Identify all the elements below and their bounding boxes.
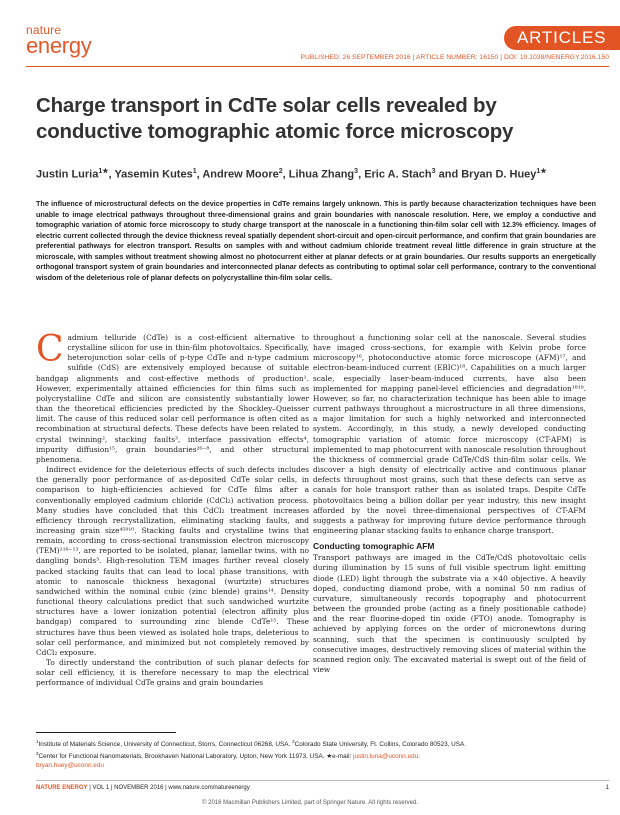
body-paragraph: To directly understand the contribution of such planar defects for solar cell efficiency, it is therefore necessary to map the electrical performance of individual CdTe grains and grain boundaries [36,658,309,688]
logo-line-energy: energy [26,33,92,58]
footnote-divider [36,732,176,733]
author-name[interactable]: Eric A. Stach [364,168,432,181]
author-affiliation: 1★ [98,168,109,175]
paragraph-text: admium telluride (CdTe) is a cost-efficient alternative to crystalline silicon for use in thin-film photovoltaics. Specifically, heterojunction solar cells of p-type CdTe and n-type cadmium sulfide (CdS) are extensively employed because of suitable bandgap alignments and cost-effective methods of production¹. However, experimentally attained efficiencies for thin films such as polycrystalline CdTe and silicon are consistently substantially lower than the theoretical efficiencies predicted by the Shockley–Queisser limit. The cause of this reduced solar cell performance is often cited as recombination at structural defects. These defects have been related to crystal twinning², stacking faults³, interface passivation effects⁴, impurity diffusion¹⁵, grain boundaries²⁶⁻⁸, and other structural phenomena. [36,333,309,464]
section-label: ARTICLES [504,26,620,50]
affiliations: $^1$Institute of Materials Science, University of Connecticut, Storrs, Connecticut 06268, USA. $^2$Colorado State University, Ft. Collins, Colorado 80523, USA. $^3$Center for Functional Nanomaterials, Brookhaven National Laboratory, Upton, New York 11973, USA. ★e-mail: justin.luria@uconn.edu; bryan.huey@uconn.edu [36,739,467,770]
affiliation-3: Center for Functional Nanomaterials, Brookhaven National Laboratory, Upton, New York 11973, USA. [38,753,325,761]
author-name[interactable]: Lihua Zhang [288,168,355,181]
page-header [0,0,620,72]
volume-info[interactable]: | VOL 1 | NOVEMBER 2016 | www.nature.com/natureenergy [89,785,250,791]
author-name[interactable]: Andrew Moore [202,168,279,181]
author-affiliation: 3 [431,168,436,175]
logo-line-nature: nature [26,23,62,37]
author-affiliation: 3 [354,168,359,175]
body-column-left [36,329,309,688]
body-paragraph: throughout a functioning solar cell at the nanoscale. Several studies have imaged cross-sections, for example with Kelvin probe force microscopy¹⁶, photoconductive atomic force microscope (AFM)¹⁷, and electron-beam-induced current (EBIC)¹⁸. Capabilities on a much larger scale, especially laser-beam-induced currents, have also been implemented for mapping panel-level efficiencies and degradation¹⁸¹⁹. However, so far, no characterization technique has been able to image current pathways throughout a microstructure in all three dimensions, a major limitation for such a highly networked and interconnected system. Accordingly, in this study, a newly developed conducting tomographic variation of atomic force microscopy (CT-AFM) is implemented to map photocurrent with nanoscale resolution throughout the thickness of commercial grade CdTe/CdS thin-film solar cells. We discover a high density of electrically active and continuous planar defects throughout most grains, such that these defects can serve as canals for hole transport rather than as isolated traps. Despite CdTe photovoltaics being a billion dollar per year industry, this new insight afforded by the novel three-dimensional perspectives of CT-AFM suggests a pathway for improving future device performance through engineering planar stacking faults to enhance charge transport. [313,333,586,535]
email-link[interactable]: justin.luria@uconn.edu; [353,753,420,761]
affiliation-1: Institute of Materials Science, University of Connecticut, Storrs, Connecticut 06268, USA. [38,741,291,749]
journal-footer [36,785,250,791]
publication-info: PUBLISHED: 26 SEPTEMBER 2016 | ARTICLE NUMBER: 16150 | DOI: 10.1038/NENERGY.2016.150 [300,54,609,61]
section-heading: Conducting tomographic AFM [313,541,435,552]
author-name[interactable]: Bryan D. Huey [461,168,537,181]
author-affiliation: 1 [192,168,197,175]
abstract: The influence of microstructural defects on the device properties in CdTe remains largely unknown. This is partly because characterization techniques have been unable to image electrical pathways throughout three-dimensional grains and grain boundaries with nanoscale resolution. Here, we employ a conductive and tomographic variation of atomic force microscopy to study charge transport at the nanoscale in a functioning thin-film solar cell with 12.3% efficiency. Images of electric current collected through the device thickness reveal spatially dependent short-circuit and open-circuit performance, and confirm that grain boundaries are preferential pathways for electron transport. Results on samples with and without cadmium chloride treatment reveal little difference in grain structure at the microscale, with samples without treatment showing almost no photocurrent either at planar defects or at grain boundaries. Our results supports an energetically orthogonal transport system of grain boundaries and interconnected planar defects as contributing to optimal solar cell performance, contrary to the conventional wisdom of the deleterious role of planar defects on polycrystalline thin-film solar cells. [36,199,596,282]
author-affiliation: 2 [278,168,283,175]
author-affiliation: 1★ [536,168,547,175]
body-paragraph: Indirect evidence for the deleterious effects of such defects includes the generally poor performance of as-deposited CdTe solar cells, in comparison to high-efficiencies achieved for CdTe films after a conventionally employed cadmium chloride (CdCl₂) activation process. Many studies have concluded that this CdCl₂ treatment increases efficiency through recrystallization, eliminating stacking faults, and increasing grain size⁴⁵⁹¹⁰. Stacking faults and crystalline twins that remain, according to cross-sectional transmission electron microscopy (TEM)²¹⁶⁻¹³, are reported to be isolated, planar, lamellar twins, with no dangling bonds³. High-resolution TEM images further reveal closely packed stacking faults that can lead to local phase transitions, with atomic to nanoscale thickness hexagonal (wurtzite) structures sandwiched within the nominal cubic (zinc blende) grains¹⁴. Density functional theory calculations predict that such sandwiched wurtzite structures have a lower ionization potential (electron affinity plus bandgap) compared to surrounding zinc blende CdTe¹⁵. These structures have thus been viewed as isolated hole traps, deleterious to solar cell performance, and minimized but not completely removed by CdCl₂ exposure. [36,465,309,657]
body-paragraph: Transport pathways are imaged in the CdTe/CdS photovoltaic cells during illumination by 15 suns of full visible spectrum light emitting diode (LED) light through the substrate via a ×40 objective. A heavily doped, conducting diamond probe, with a nominal 50 nm radius of curvature, simultaneously records topography and photocurrent between the grounded probe (acting as a finely positionable cathode) and the rear fluorine-doped tin oxide (FTO) anode. Tomography is achieved by applying forces on the order of micronewtons during scanning, such that the specimen is continuously sculpted by consecutive images, destructively removing slices of material within the scanned region only. The excavated material is swept out of the field of view [313,553,586,674]
page-number: 1 [605,785,609,791]
body-paragraph [36,329,309,465]
author-name[interactable]: Yasemin Kutes [114,168,193,181]
copyright-notice: © 2016 Macmillan Publishers Limited, part of Springer Nature. All rights reserved. [202,800,418,806]
email-link[interactable]: bryan.huey@uconn.edu [36,762,104,770]
journal-name: NATURE ENERGY [36,785,88,791]
email-label: ★e-mail: [326,753,352,761]
article-title: Charge transport in CdTe solar cells revealed by conductive tomographic atomic force microscopy [36,94,514,143]
header-divider [26,66,609,67]
author-list: Justin Luria$^{1★}$, Yasemin Kutes$^1$, Andrew Moore$^2$, Lihua Zhang$^3$, Eric A. Stach$^3$ and Bryan D. Huey$^{1★}$ [36,168,547,181]
footer-divider [36,780,609,781]
journal-logo[interactable] [26,24,91,57]
body-column-right [313,333,586,675]
drop-cap: C [36,329,64,370]
author-name[interactable]: Justin Luria [36,168,99,181]
affiliation-2: Colorado State University, Ft. Collins, Colorado 80523, USA. [294,741,467,749]
